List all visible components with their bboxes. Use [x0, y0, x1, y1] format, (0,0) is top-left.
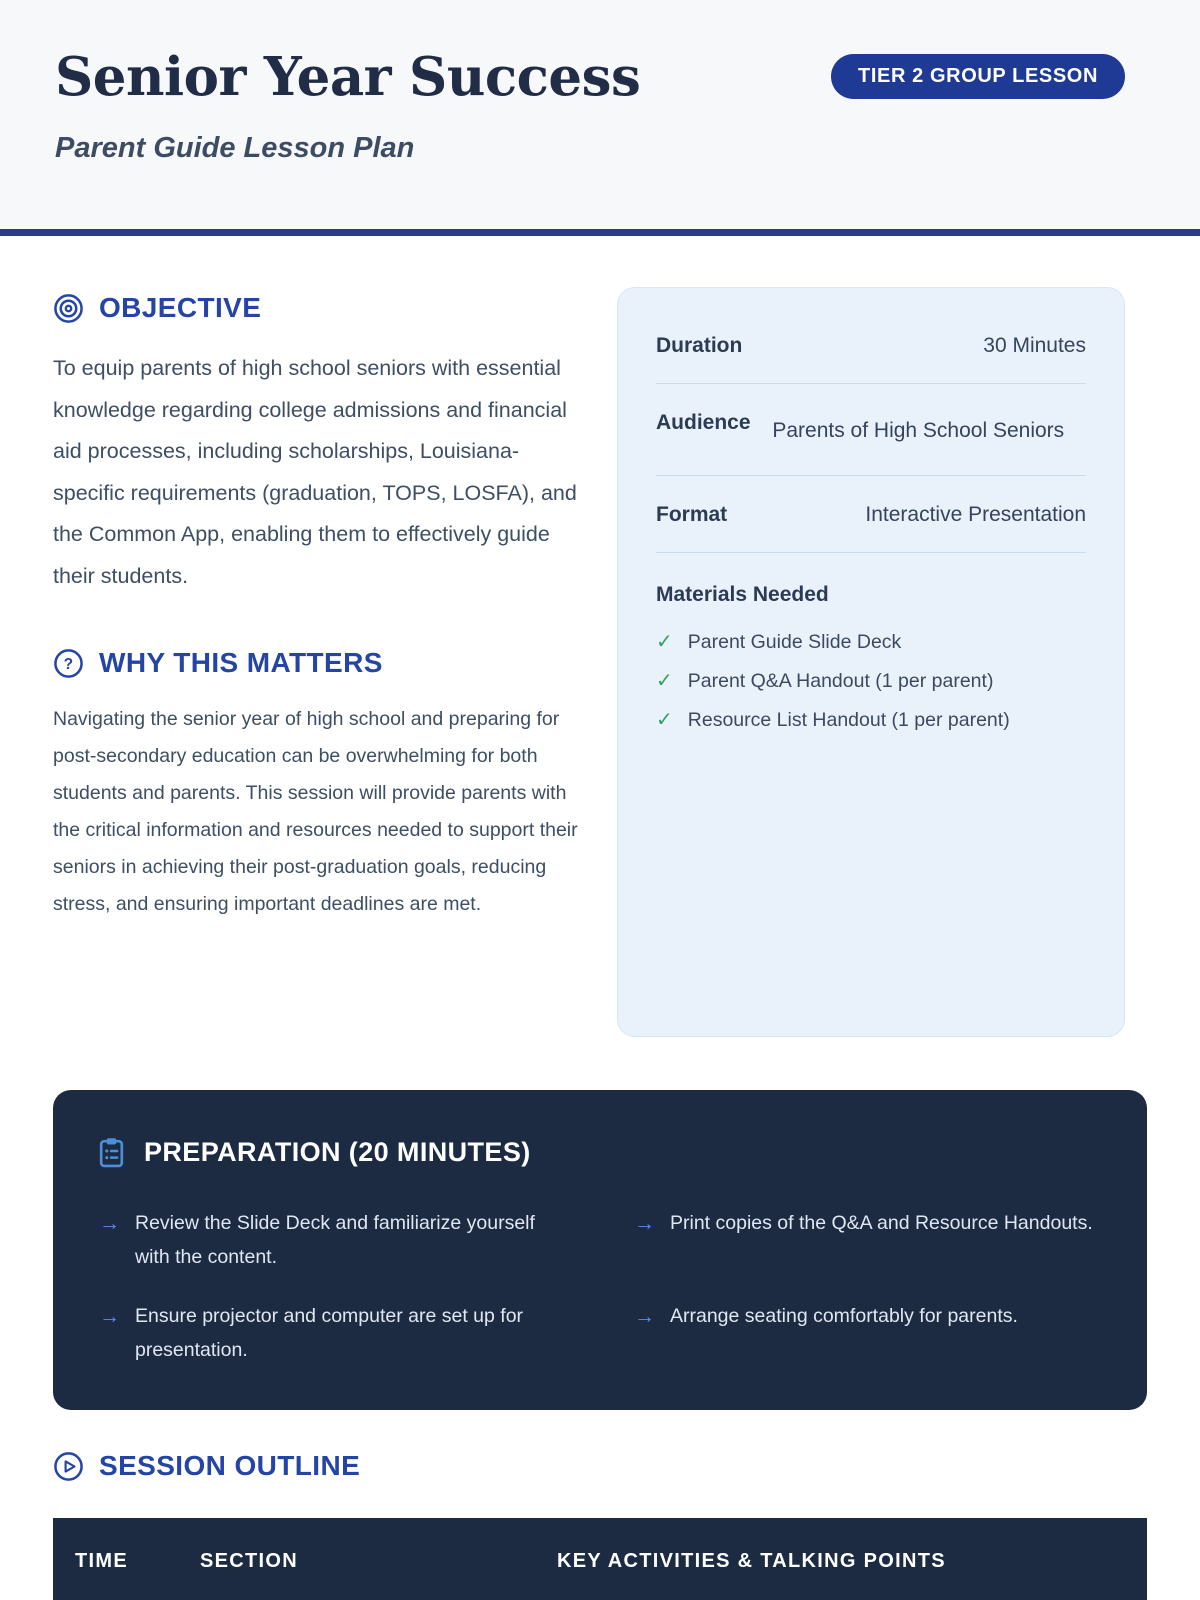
list-item — [634, 1207, 1101, 1274]
question-circle-icon — [53, 648, 84, 679]
play-circle-icon — [53, 1451, 84, 1482]
svg-text:?: ? — [63, 655, 74, 673]
duration-value: 30 Minutes — [983, 334, 1086, 357]
page-title: Senior Year Success — [55, 46, 641, 108]
why-this-matters-heading — [53, 647, 590, 679]
prep-step-label: Ensure projector and computer are set up for presentation. — [135, 1305, 524, 1361]
arrow-right-icon: → — [99, 1305, 120, 1328]
objective-body: To equip parents of high school seniors with essential knowledge regarding college admissions and financial aid processes, including scholarships, Louisiana-specific requirements (graduation, TOPS, LOSFA), and the Common App, enabling them to effectively guide their students. — [53, 356, 577, 588]
info-card — [617, 287, 1125, 1037]
list-item — [656, 623, 1086, 662]
check-icon: ✓ — [656, 631, 673, 653]
preparation-heading — [95, 1136, 1105, 1169]
why-this-matters-body: Navigating the senior year of high school and preparing for post-secondary education can be overwhelming for both students and parents. This session will provide parents with the critical information and resources needed to support their seniors in achieving their post-graduation goals, reducing stress, and ensuring important deadlines are met. — [53, 708, 578, 915]
header-titles — [55, 46, 640, 229]
session-outline-table — [53, 1518, 1147, 1600]
column-header-section: SECTION — [200, 1550, 298, 1572]
format-label: Format — [656, 503, 728, 526]
audience-row — [656, 411, 1086, 476]
left-column — [53, 236, 590, 923]
bullseye-icon — [53, 293, 84, 324]
column-header-time: TIME — [75, 1550, 128, 1572]
format-value: Interactive Presentation — [865, 503, 1086, 526]
list-item — [99, 1207, 566, 1274]
list-item — [634, 1300, 1101, 1367]
clipboard-icon — [95, 1136, 128, 1169]
objective-heading — [53, 292, 590, 324]
tier-badge: TIER 2 GROUP LESSON — [831, 54, 1125, 99]
main-content — [0, 236, 1200, 1037]
audience-label: Audience — [656, 411, 751, 434]
preparation-heading-label: PREPARATION (20 MINUTES) — [144, 1137, 531, 1167]
materials-heading: Materials Needed — [656, 583, 829, 606]
arrow-right-icon: → — [99, 1212, 120, 1235]
objective-heading-label: OBJECTIVE — [99, 292, 262, 323]
preparation-list — [95, 1207, 1105, 1367]
header — [0, 0, 1200, 236]
format-row — [656, 503, 1086, 553]
preparation-card — [53, 1090, 1147, 1410]
duration-label: Duration — [656, 334, 743, 357]
session-outline-heading — [53, 1450, 1200, 1482]
why-this-matters-heading-label: WHY THIS MATTERS — [99, 647, 383, 678]
list-item — [99, 1300, 566, 1367]
list-item — [656, 662, 1086, 701]
check-icon: ✓ — [656, 709, 673, 731]
session-outline-heading-label: SESSION OUTLINE — [99, 1450, 361, 1481]
audience-value: Parents of High School Seniors — [772, 419, 1065, 442]
check-icon: ✓ — [656, 670, 673, 692]
material-label: Parent Q&A Handout (1 per parent) — [687, 670, 994, 692]
table-header-row — [53, 1518, 1147, 1600]
materials-list — [656, 623, 1086, 740]
materials-needed — [656, 583, 1086, 740]
prep-step-label: Arrange seating comfortably for parents. — [670, 1305, 1018, 1327]
column-header-key-activities: KEY ACTIVITIES & TALKING POINTS — [557, 1550, 946, 1572]
duration-row — [656, 334, 1086, 384]
arrow-right-icon: → — [634, 1212, 655, 1235]
page-subtitle: Parent Guide Lesson Plan — [55, 132, 415, 164]
prep-step-label: Print copies of the Q&A and Resource Handouts. — [670, 1212, 1093, 1234]
material-label: Resource List Handout (1 per parent) — [687, 709, 1010, 731]
material-label: Parent Guide Slide Deck — [687, 631, 902, 653]
list-item — [656, 701, 1086, 740]
arrow-right-icon: → — [634, 1305, 655, 1328]
prep-step-label: Review the Slide Deck and familiarize yourself with the content. — [135, 1212, 535, 1268]
